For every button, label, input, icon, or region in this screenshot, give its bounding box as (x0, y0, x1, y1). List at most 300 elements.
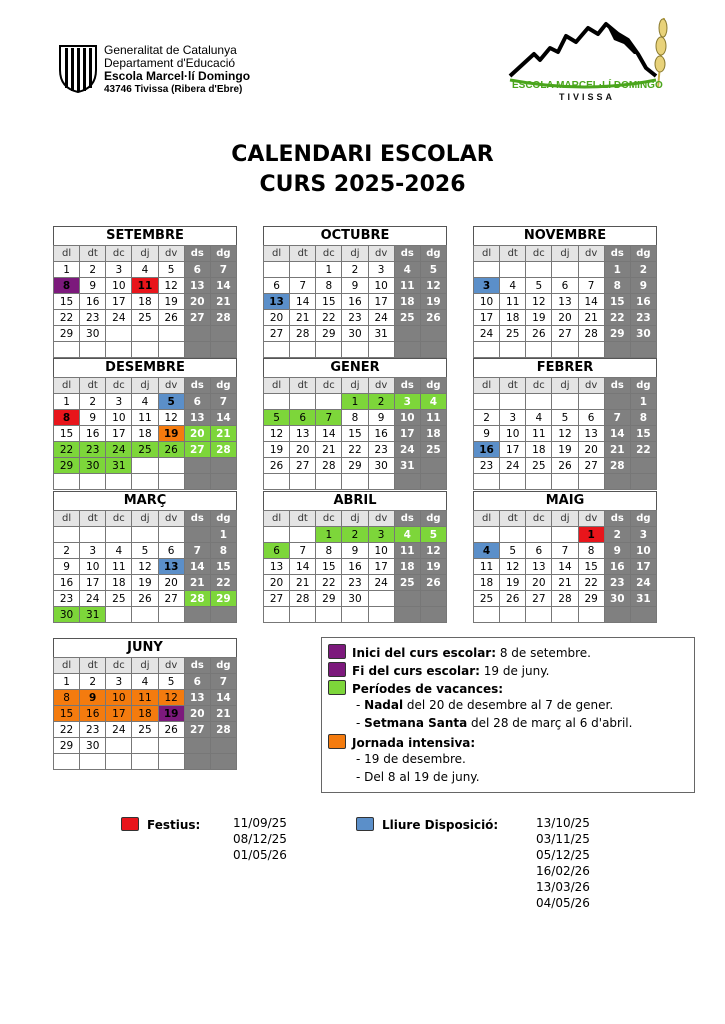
day-cell: 28 (290, 326, 316, 342)
day-cell: 30 (80, 326, 106, 342)
empty-day-cell (394, 326, 420, 342)
empty-day-cell (264, 527, 290, 543)
day-cell: 17 (630, 559, 656, 575)
day-cell: 3 (106, 262, 132, 278)
holiday-swatch-icon (121, 817, 139, 831)
weekday-header: dg (210, 378, 236, 394)
empty-day-cell (526, 474, 552, 490)
empty-day-cell (474, 342, 500, 358)
day-cell: 21 (552, 575, 578, 591)
day-cell: 25 (132, 310, 158, 326)
month-calendar (473, 358, 657, 490)
day-cell: 11 (500, 294, 526, 310)
day-cell: 16 (342, 559, 368, 575)
empty-day-cell (526, 262, 552, 278)
logo-town: TIVISSA (558, 92, 615, 102)
legend-vacation (328, 680, 503, 696)
weekday-header: dl (264, 246, 290, 262)
day-cell: 18 (106, 575, 132, 591)
weekday-header: dt (500, 378, 526, 394)
empty-day-cell (552, 394, 578, 410)
day-cell: 8 (578, 543, 604, 559)
day-cell: 25 (132, 442, 158, 458)
day-cell: 28 (210, 442, 236, 458)
weekday-header: ds (394, 246, 420, 262)
day-cell: 28 (578, 326, 604, 342)
weekday-header: dv (578, 378, 604, 394)
day-cell: 9 (80, 410, 106, 426)
day-cell: 12 (264, 426, 290, 442)
day-cell: 19 (158, 426, 184, 442)
day-cell: 31 (368, 326, 394, 342)
empty-day-cell (342, 474, 368, 490)
empty-day-cell (500, 262, 526, 278)
day-cell: 15 (210, 559, 236, 575)
day-cell: 26 (420, 575, 446, 591)
weekday-header: dg (210, 658, 236, 674)
day-cell: 31 (106, 458, 132, 474)
empty-day-cell (526, 607, 552, 623)
day-cell: 23 (80, 722, 106, 738)
weekday-header: ds (394, 511, 420, 527)
day-cell: 8 (54, 278, 80, 294)
day-cell: 8 (342, 410, 368, 426)
day-cell: 1 (604, 262, 630, 278)
day-cell: 21 (210, 426, 236, 442)
empty-day-cell (604, 394, 630, 410)
empty-day-cell (578, 394, 604, 410)
empty-day-cell (132, 754, 158, 770)
weekday-header: dt (290, 511, 316, 527)
day-cell: 11 (132, 690, 158, 706)
day-cell: 22 (578, 575, 604, 591)
day-cell: 6 (264, 278, 290, 294)
day-cell: 25 (106, 591, 132, 607)
month-calendar (473, 226, 657, 358)
day-cell: 4 (132, 674, 158, 690)
end-swatch-icon (328, 662, 346, 677)
start-swatch-icon (328, 644, 346, 659)
empty-day-cell (132, 738, 158, 754)
day-cell: 7 (578, 278, 604, 294)
weekday-header: dv (368, 511, 394, 527)
day-cell: 14 (316, 426, 342, 442)
empty-day-cell (630, 458, 656, 474)
day-cell: 18 (132, 706, 158, 722)
weekday-header: dv (158, 658, 184, 674)
day-cell: 30 (630, 326, 656, 342)
empty-day-cell (158, 458, 184, 474)
weekday-header: dc (526, 511, 552, 527)
day-cell: 9 (80, 690, 106, 706)
day-cell: 25 (474, 591, 500, 607)
day-cell: 25 (394, 310, 420, 326)
day-cell: 29 (316, 591, 342, 607)
day-cell: 7 (184, 543, 210, 559)
weekday-header: dt (80, 246, 106, 262)
empty-day-cell (54, 527, 80, 543)
empty-day-cell (394, 607, 420, 623)
empty-day-cell (106, 754, 132, 770)
empty-day-cell (264, 474, 290, 490)
day-cell: 19 (420, 294, 446, 310)
day-cell: 18 (132, 426, 158, 442)
day-cell: 31 (80, 607, 106, 623)
day-cell: 18 (394, 559, 420, 575)
generalitat-shield-icon (58, 44, 98, 94)
day-cell: 9 (368, 410, 394, 426)
day-cell: 21 (210, 294, 236, 310)
weekday-header: ds (604, 511, 630, 527)
empty-day-cell (290, 394, 316, 410)
empty-day-cell (210, 474, 236, 490)
day-cell: 17 (368, 294, 394, 310)
legend-nadal (356, 698, 613, 712)
day-cell: 23 (474, 458, 500, 474)
day-cell: 2 (80, 262, 106, 278)
empty-day-cell (184, 474, 210, 490)
day-cell: 21 (290, 575, 316, 591)
day-cell: 9 (342, 278, 368, 294)
day-cell: 19 (420, 559, 446, 575)
day-cell: 17 (106, 706, 132, 722)
weekday-header: dj (132, 378, 158, 394)
weekday-header: dj (342, 511, 368, 527)
empty-day-cell (80, 527, 106, 543)
empty-day-cell (80, 474, 106, 490)
day-cell: 7 (316, 410, 342, 426)
org-line2: Departament d'Educació (104, 56, 236, 70)
day-cell: 14 (552, 559, 578, 575)
weekday-header: dc (106, 378, 132, 394)
day-cell: 24 (394, 442, 420, 458)
weekday-header: ds (604, 378, 630, 394)
day-cell: 9 (630, 278, 656, 294)
day-cell: 19 (132, 575, 158, 591)
month-name: DESEMBRE (53, 358, 237, 377)
day-cell: 26 (526, 326, 552, 342)
day-cell: 8 (210, 543, 236, 559)
empty-day-cell (526, 527, 552, 543)
day-cell: 27 (264, 591, 290, 607)
day-cell: 18 (526, 442, 552, 458)
day-cell: 30 (604, 591, 630, 607)
day-cell: 20 (184, 426, 210, 442)
festius-dates (233, 815, 287, 863)
empty-day-cell (420, 326, 446, 342)
empty-day-cell (132, 326, 158, 342)
empty-day-cell (132, 527, 158, 543)
day-cell: 1 (54, 674, 80, 690)
day-cell: 9 (342, 543, 368, 559)
weekday-header: dt (290, 246, 316, 262)
empty-day-cell (474, 607, 500, 623)
empty-day-cell (526, 342, 552, 358)
day-cell: 28 (604, 458, 630, 474)
day-cell: 16 (342, 294, 368, 310)
month-calendar (263, 358, 447, 490)
day-cell: 10 (80, 559, 106, 575)
weekday-header: dl (264, 378, 290, 394)
day-cell: 12 (158, 410, 184, 426)
day-cell: 21 (290, 310, 316, 326)
day-cell: 4 (474, 543, 500, 559)
empty-day-cell (158, 738, 184, 754)
day-cell: 14 (578, 294, 604, 310)
day-cell: 22 (316, 575, 342, 591)
day-cell: 7 (290, 543, 316, 559)
day-cell: 13 (290, 426, 316, 442)
weekday-header: dg (630, 378, 656, 394)
day-cell: 20 (578, 442, 604, 458)
legend-box (321, 637, 695, 793)
day-cell: 10 (630, 543, 656, 559)
day-cell: 2 (80, 674, 106, 690)
legend-ss-label: Setmana Santa (364, 716, 468, 730)
weekday-header: dj (552, 246, 578, 262)
empty-day-cell (54, 754, 80, 770)
empty-day-cell (158, 754, 184, 770)
day-cell: 19 (158, 294, 184, 310)
empty-day-cell (474, 527, 500, 543)
day-cell: 11 (474, 559, 500, 575)
legend-nadal-dash: - (356, 698, 365, 712)
weekday-header: dl (54, 658, 80, 674)
day-cell: 26 (158, 722, 184, 738)
day-cell: 15 (604, 294, 630, 310)
day-cell: 13 (526, 559, 552, 575)
day-cell: 3 (630, 527, 656, 543)
lliure-date: 05/12/25 (536, 848, 590, 862)
weekday-header: dt (500, 246, 526, 262)
weekday-header: dj (132, 511, 158, 527)
day-cell: 5 (526, 278, 552, 294)
weekday-header: dl (474, 378, 500, 394)
day-cell: 18 (474, 575, 500, 591)
day-cell: 20 (264, 310, 290, 326)
day-cell: 5 (158, 394, 184, 410)
vacation-swatch-icon (328, 680, 346, 695)
day-cell: 7 (210, 262, 236, 278)
day-cell: 4 (500, 278, 526, 294)
weekday-header: dj (132, 246, 158, 262)
empty-day-cell (474, 394, 500, 410)
day-cell: 4 (394, 262, 420, 278)
day-cell: 3 (500, 410, 526, 426)
empty-day-cell (474, 262, 500, 278)
festius-label: Festius: (147, 818, 201, 832)
day-cell: 22 (604, 310, 630, 326)
empty-day-cell (394, 474, 420, 490)
day-cell: 14 (210, 690, 236, 706)
day-cell: 17 (500, 442, 526, 458)
day-cell: 19 (158, 706, 184, 722)
empty-day-cell (184, 342, 210, 358)
day-cell: 14 (210, 410, 236, 426)
day-cell: 27 (526, 591, 552, 607)
legend-start (328, 644, 591, 660)
day-cell: 19 (552, 442, 578, 458)
day-cell: 28 (210, 722, 236, 738)
day-cell: 10 (394, 410, 420, 426)
empty-day-cell (552, 607, 578, 623)
empty-day-cell (132, 458, 158, 474)
day-cell: 2 (630, 262, 656, 278)
day-cell: 30 (80, 458, 106, 474)
empty-day-cell (368, 591, 394, 607)
weekday-header: dc (106, 511, 132, 527)
empty-day-cell (158, 474, 184, 490)
month-calendar (263, 491, 447, 623)
day-cell: 21 (184, 575, 210, 591)
day-cell: 21 (604, 442, 630, 458)
day-cell: 24 (500, 458, 526, 474)
day-cell: 7 (552, 543, 578, 559)
day-cell: 15 (578, 559, 604, 575)
empty-day-cell (316, 342, 342, 358)
day-cell: 29 (54, 738, 80, 754)
legend-start-label: Inici del curs escolar: (352, 646, 497, 660)
day-cell: 4 (132, 262, 158, 278)
day-cell: 12 (158, 278, 184, 294)
day-cell: 22 (316, 310, 342, 326)
day-cell: 23 (80, 310, 106, 326)
day-cell: 6 (290, 410, 316, 426)
festiu-date: 08/12/25 (233, 832, 287, 846)
empty-day-cell (578, 474, 604, 490)
day-cell: 29 (316, 326, 342, 342)
day-cell: 28 (316, 458, 342, 474)
day-cell: 12 (420, 543, 446, 559)
day-cell: 4 (526, 410, 552, 426)
day-cell: 7 (604, 410, 630, 426)
month-grid (263, 510, 447, 623)
weekday-header: dj (342, 378, 368, 394)
day-cell: 3 (368, 262, 394, 278)
day-cell: 27 (552, 326, 578, 342)
day-cell: 16 (80, 706, 106, 722)
empty-day-cell (552, 527, 578, 543)
month-name: JUNY (53, 638, 237, 657)
day-cell: 10 (474, 294, 500, 310)
weekday-header: dj (132, 658, 158, 674)
legend-int-item2: - Del 8 al 19 de juny. (356, 770, 480, 784)
day-cell: 13 (184, 410, 210, 426)
weekday-header: dv (158, 246, 184, 262)
lliure-date: 04/05/26 (536, 896, 590, 910)
day-cell: 23 (342, 310, 368, 326)
day-cell: 12 (132, 559, 158, 575)
day-cell: 19 (500, 575, 526, 591)
day-cell: 14 (290, 559, 316, 575)
weekday-header: dv (578, 246, 604, 262)
day-cell: 23 (54, 591, 80, 607)
day-cell: 19 (264, 442, 290, 458)
day-cell: 29 (54, 458, 80, 474)
day-cell: 24 (368, 575, 394, 591)
day-cell: 28 (290, 591, 316, 607)
day-cell: 10 (368, 278, 394, 294)
day-cell: 17 (80, 575, 106, 591)
day-cell: 24 (630, 575, 656, 591)
day-cell: 16 (54, 575, 80, 591)
day-cell: 18 (500, 310, 526, 326)
legend-nadal-label: Nadal (364, 698, 404, 712)
day-cell: 18 (394, 294, 420, 310)
day-cell: 6 (184, 262, 210, 278)
day-cell: 11 (132, 410, 158, 426)
empty-day-cell (264, 394, 290, 410)
day-cell: 1 (630, 394, 656, 410)
day-cell: 14 (210, 278, 236, 294)
empty-day-cell (290, 527, 316, 543)
day-cell: 5 (500, 543, 526, 559)
day-cell: 26 (158, 442, 184, 458)
day-cell: 9 (474, 426, 500, 442)
month-grid (473, 245, 657, 358)
day-cell: 12 (500, 559, 526, 575)
day-cell: 3 (106, 394, 132, 410)
weekday-header: dt (80, 511, 106, 527)
month-grid (263, 245, 447, 358)
weekday-header: dl (54, 511, 80, 527)
day-cell: 24 (106, 442, 132, 458)
empty-day-cell (394, 591, 420, 607)
empty-day-cell (316, 394, 342, 410)
empty-day-cell (368, 342, 394, 358)
empty-day-cell (604, 607, 630, 623)
day-cell: 6 (264, 543, 290, 559)
day-cell: 27 (290, 458, 316, 474)
month-grid (473, 510, 657, 623)
day-cell: 26 (500, 591, 526, 607)
lliure-dates (536, 815, 590, 911)
day-cell: 13 (552, 294, 578, 310)
day-cell: 25 (526, 458, 552, 474)
day-cell: 16 (604, 559, 630, 575)
day-cell: 14 (604, 426, 630, 442)
day-cell: 15 (630, 426, 656, 442)
day-cell: 30 (342, 326, 368, 342)
day-cell: 24 (106, 722, 132, 738)
empty-day-cell (420, 474, 446, 490)
empty-day-cell (132, 607, 158, 623)
day-cell: 13 (264, 559, 290, 575)
weekday-header: dv (578, 511, 604, 527)
day-cell: 16 (368, 426, 394, 442)
weekday-header: dc (526, 378, 552, 394)
day-cell: 11 (106, 559, 132, 575)
org-line1: Generalitat de Catalunya (104, 43, 237, 57)
empty-day-cell (500, 607, 526, 623)
day-cell: 16 (474, 442, 500, 458)
lliure-date: 16/02/26 (536, 864, 590, 878)
day-cell: 20 (290, 442, 316, 458)
weekday-header: dt (80, 658, 106, 674)
day-cell: 9 (604, 543, 630, 559)
day-cell: 11 (394, 278, 420, 294)
empty-day-cell (210, 458, 236, 474)
day-cell: 13 (184, 278, 210, 294)
month-name: GENER (263, 358, 447, 377)
day-cell: 15 (54, 706, 80, 722)
empty-day-cell (552, 474, 578, 490)
day-cell: 15 (54, 426, 80, 442)
weekday-header: ds (184, 378, 210, 394)
day-cell: 5 (158, 674, 184, 690)
weekday-header: dt (500, 511, 526, 527)
day-cell: 1 (54, 394, 80, 410)
